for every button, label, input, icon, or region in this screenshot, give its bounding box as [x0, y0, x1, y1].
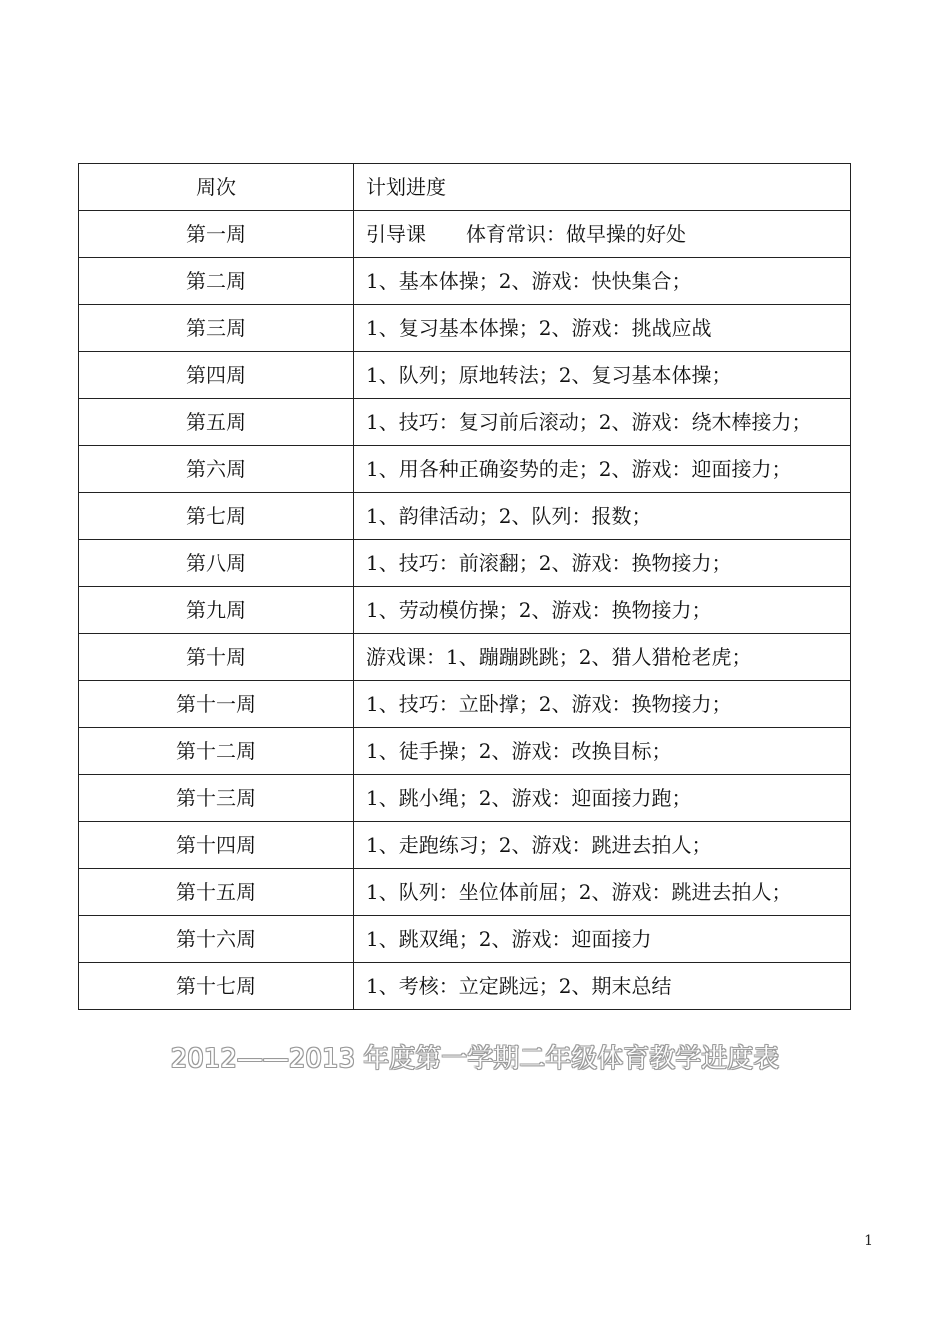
plan-cell: 引导课 体育常识：做早操的好处 — [354, 211, 851, 258]
table-row — [79, 258, 851, 305]
table-row — [79, 587, 851, 634]
week-cell: 第三周 — [79, 305, 354, 352]
plan-cell: 1、走跑练习；2、游戏：跳进去拍人； — [354, 822, 851, 869]
week-cell: 第二周 — [79, 258, 354, 305]
header-plan: 计划进度 — [354, 164, 851, 211]
table-row — [79, 963, 851, 1010]
week-cell: 第十四周 — [79, 822, 354, 869]
table-row — [79, 728, 851, 775]
table-row — [79, 916, 851, 963]
plan-cell: 1、用各种正确姿势的走；2、游戏：迎面接力； — [354, 446, 851, 493]
table-row — [79, 869, 851, 916]
table-row — [79, 822, 851, 869]
plan-cell: 1、劳动模仿操；2、游戏：换物接力； — [354, 587, 851, 634]
plan-cell: 游戏课：1、蹦蹦跳跳；2、猎人猎枪老虎； — [354, 634, 851, 681]
plan-cell: 1、跳双绳；2、游戏：迎面接力 — [354, 916, 851, 963]
week-cell: 第九周 — [79, 587, 354, 634]
table-row — [79, 352, 851, 399]
week-cell: 第十三周 — [79, 775, 354, 822]
table-row — [79, 540, 851, 587]
page-number: 1 — [864, 1233, 873, 1249]
plan-cell: 1、基本体操；2、游戏：快快集合； — [354, 258, 851, 305]
week-cell: 第一周 — [79, 211, 354, 258]
plan-cell: 1、队列；原地转法；2、复习基本体操； — [354, 352, 851, 399]
plan-cell: 1、考核：立定跳远；2、期末总结 — [354, 963, 851, 1010]
table-row — [79, 775, 851, 822]
plan-cell: 1、技巧：立卧撑；2、游戏：换物接力； — [354, 681, 851, 728]
table-row — [79, 399, 851, 446]
plan-cell: 1、跳小绳；2、游戏：迎面接力跑； — [354, 775, 851, 822]
header-week: 周次 — [79, 164, 354, 211]
table-row — [79, 211, 851, 258]
week-cell: 第十二周 — [79, 728, 354, 775]
week-cell: 第七周 — [79, 493, 354, 540]
plan-cell: 1、技巧：前滚翻；2、游戏：换物接力； — [354, 540, 851, 587]
week-cell: 第十一周 — [79, 681, 354, 728]
plan-cell: 1、队列：坐位体前屈；2、游戏：跳进去拍人； — [354, 869, 851, 916]
week-cell: 第五周 — [79, 399, 354, 446]
week-cell: 第十六周 — [79, 916, 354, 963]
table-row — [79, 634, 851, 681]
table-row — [79, 305, 851, 352]
plan-cell: 1、复习基本体操；2、游戏：挑战应战 — [354, 305, 851, 352]
week-cell: 第四周 — [79, 352, 354, 399]
schedule-table — [78, 163, 851, 1010]
table-row — [79, 681, 851, 728]
week-cell: 第十五周 — [79, 869, 354, 916]
plan-cell: 1、徒手操；2、游戏：改换目标； — [354, 728, 851, 775]
table-row — [79, 493, 851, 540]
week-cell: 第十七周 — [79, 963, 354, 1010]
document-title: 2012——2013 年度第一学期二年级体育教学进度表 — [170, 1044, 780, 1074]
week-cell: 第六周 — [79, 446, 354, 493]
table-row — [79, 446, 851, 493]
week-cell: 第十周 — [79, 634, 354, 681]
week-cell: 第八周 — [79, 540, 354, 587]
table-header-row — [79, 164, 851, 211]
plan-cell: 1、韵律活动；2、队列：报数； — [354, 493, 851, 540]
plan-cell: 1、技巧：复习前后滚动；2、游戏：绕木棒接力； — [354, 399, 851, 446]
